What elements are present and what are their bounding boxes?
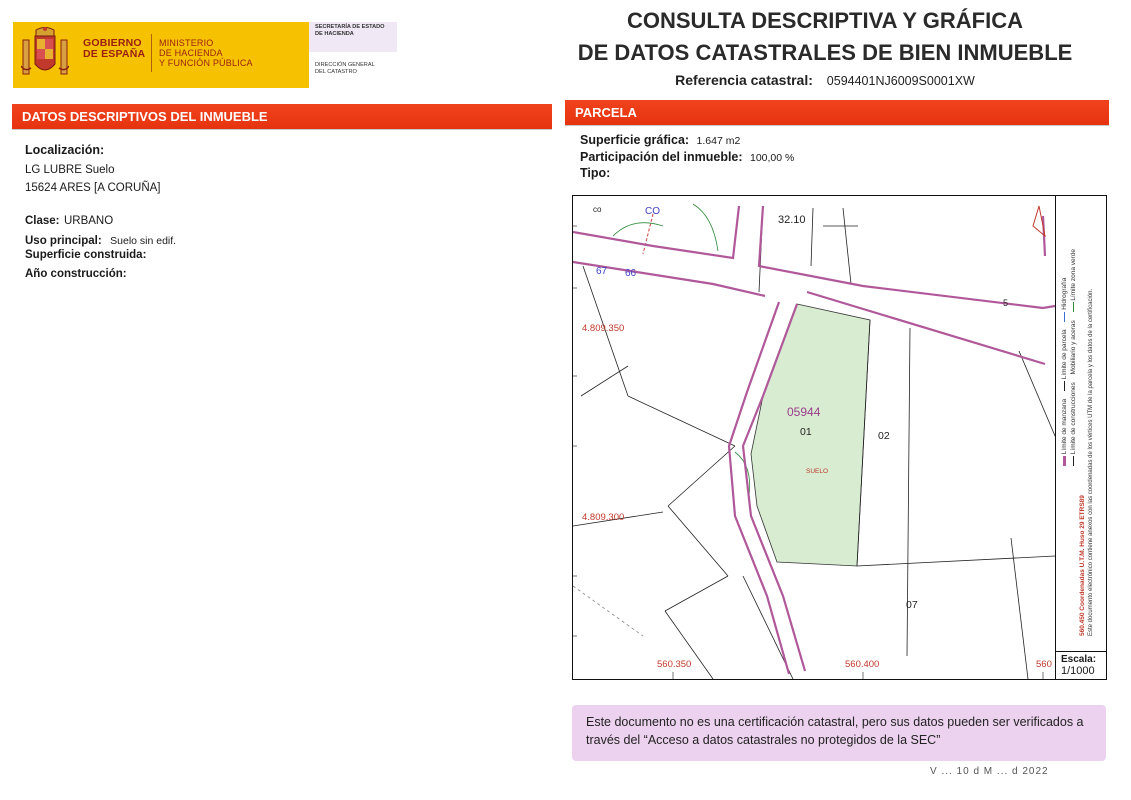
coord-x-560350: 560.350 [657, 659, 692, 670]
ministry-line3: Y FUNCIÓN PÚBLICA [159, 58, 253, 68]
legend-row2 [1070, 249, 1077, 466]
section-title-b: INMUEBLE [199, 109, 268, 124]
participacion-row [580, 148, 794, 166]
ref-label: Referencia catastral: [675, 72, 813, 88]
legend-row1 [1061, 278, 1068, 466]
legend-note: Este documento electrónico contiene anexos con las coordenadas de los vértices UTM de la parcela y los datos de la certificación. [1088, 288, 1094, 636]
uso-row [25, 231, 176, 249]
coord-y-4809350: 4.809.350 [582, 323, 625, 334]
scale-value: 1/1000 [1061, 665, 1095, 677]
sec-line1: SECRETARÍA DE ESTADO [315, 24, 385, 30]
label-3210: 32.10 [778, 214, 806, 226]
uso-label: Uso principal: [25, 235, 102, 247]
construction-swatch [1073, 456, 1074, 466]
participacion-value: 100,00 % [750, 152, 795, 164]
label-07: 07 [906, 599, 918, 611]
superficie-construida-label: Superficie construida: [25, 249, 147, 261]
block-limit-swatch [1063, 456, 1066, 466]
label-66: 66 [625, 268, 637, 279]
clase-row [25, 211, 113, 229]
scale-label: Escala: [1061, 654, 1097, 665]
banner-divider [151, 34, 152, 72]
ref-value: 0594401NJ6009S0001XW [826, 74, 975, 88]
verification-note-text: Este documento no es una certificación catastral, pero sus datos pueden ser verificados a través del “Acceso a datos catastrales no protegidos de la SEC” [586, 715, 1084, 747]
participacion-label: Participación del inmueble: [580, 150, 743, 164]
clase-value: URBANO [63, 215, 114, 227]
label-01: 01 [800, 426, 812, 438]
superficie-grafica-label: Superficie gráfica: [580, 133, 690, 147]
localizacion-line2: 15624 ARES [A CORUÑA] [25, 182, 161, 194]
section-datos-descriptivos [12, 104, 552, 129]
coord-x-560400: 560.400 [845, 659, 880, 670]
label-02: 02 [878, 430, 890, 442]
label-5: 5 [1003, 298, 1009, 308]
legend-hydrography: Hidrografía [1061, 277, 1068, 310]
legend-constructions: Límite de construcciones [1070, 382, 1077, 455]
legend-parcel-limit: Límite de parcela [1061, 329, 1068, 380]
label-co-upper: CO [645, 206, 660, 217]
localizacion-line1: LG LUBRE Suelo [25, 164, 115, 176]
label-suelo: SUELO [806, 468, 829, 475]
footer-fragment: V ... 10 d M ... d 2022 [930, 766, 1049, 777]
legend-furniture: Mobiliario y aceras [1070, 320, 1077, 375]
parcel-limit-swatch [1064, 381, 1065, 391]
clase-label: Clase: [25, 215, 60, 227]
superficie-grafica-row [580, 131, 740, 149]
ministry-line2: DE HACIENDA [159, 48, 223, 58]
ministry-line1: MINISTERIO [159, 38, 214, 48]
coat-of-arms-icon [21, 26, 69, 82]
referencia-catastral [560, 72, 1090, 88]
gov-line1: GOBIERNO [83, 37, 142, 49]
government-label [83, 38, 145, 60]
government-banner [13, 22, 309, 88]
hydro-swatch [1064, 312, 1065, 322]
anio-construccion-label: Año construcción: [25, 268, 127, 280]
legend-block-limit: Límite de manzana [1061, 398, 1068, 455]
secretaria-label [315, 24, 385, 37]
dg-line2: DEL CATASTRO [315, 68, 357, 75]
section-underline [12, 129, 552, 130]
localizacion-label: Localización: [25, 143, 105, 157]
legend-green-zone: Límite zona verde [1070, 248, 1077, 301]
superficie-grafica-value: 1.647 m2 [696, 135, 741, 147]
sec-line2: DE HACIENDA [315, 30, 354, 37]
parcela-underline [565, 125, 1109, 126]
tipo-label: Tipo: [580, 166, 611, 180]
document-title-line2: DE DATOS CATASTRALES DE BIEN INMUEBLE [577, 40, 1073, 65]
document-title-line1: CONSULTA DESCRIPTIVA Y GRÁFICA [626, 8, 1024, 33]
dg-line1: DIRECCIÓN GENERAL [315, 62, 375, 68]
legend-coords: 560.450 Coordenadas U.T.M. Huso 29 ETRS89 [1079, 495, 1086, 636]
label-co: co [593, 205, 602, 214]
label-67: 67 [596, 266, 608, 277]
section-parcela: PARCELA [565, 100, 1109, 125]
direccion-general-label [315, 62, 375, 75]
uso-value: Suelo sin edif. [110, 235, 177, 247]
green-swatch [1073, 302, 1074, 312]
gov-line2: DE ESPAÑA [83, 48, 146, 60]
coord-x-560: 560 [1036, 659, 1052, 670]
map-drawing [573, 196, 1055, 679]
coord-y-4809300: 4.809.300 [582, 512, 625, 523]
parcel-id-label: 05944 [787, 405, 821, 419]
section-title-a: DATOS DESCRIPTIVOS DEL [22, 109, 197, 124]
map-legend [1056, 196, 1106, 651]
ministry-label [159, 38, 253, 68]
